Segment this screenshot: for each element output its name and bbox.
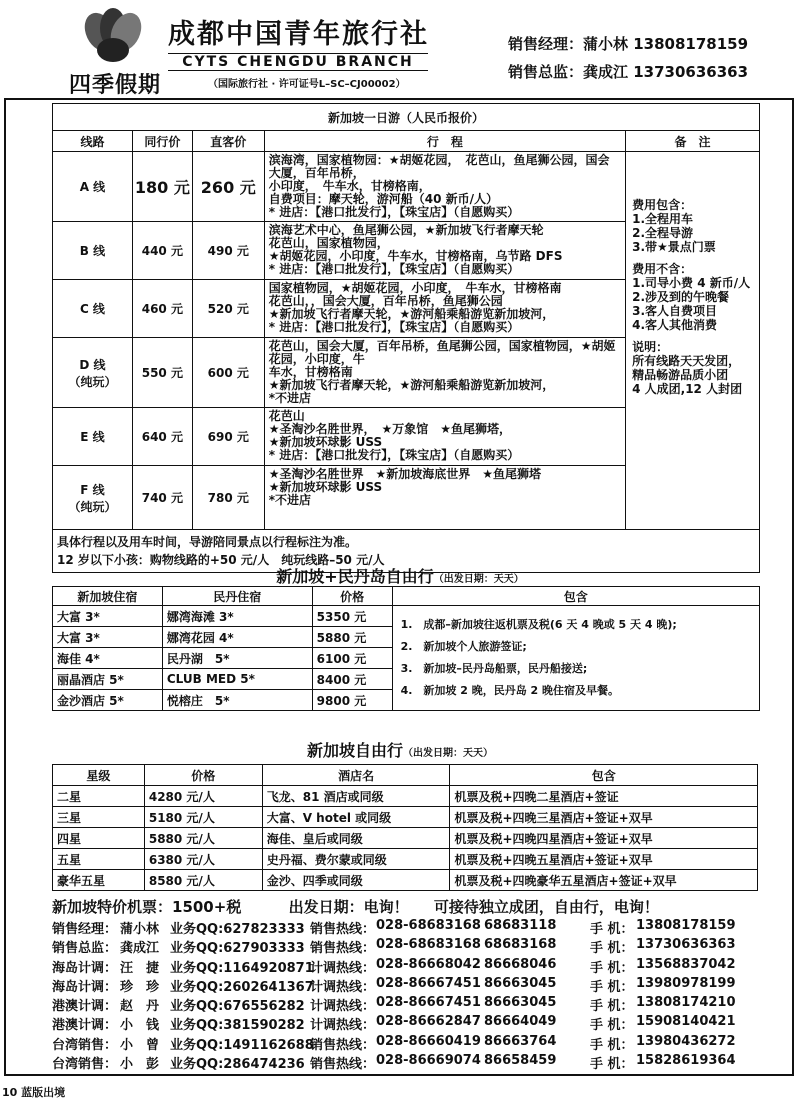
note-line xyxy=(632,332,753,340)
hotline-tel2: 86664049 xyxy=(484,1014,557,1030)
day-tour-table xyxy=(52,103,760,573)
special-group: 可接待独立成团，自由行，电询！ xyxy=(433,898,659,916)
contact-role: 港澳计调： xyxy=(52,999,118,1015)
sg-free-row xyxy=(53,870,758,891)
day-tour-header-row xyxy=(53,131,760,152)
itinerary-line: 车水，甘榜格南 xyxy=(268,365,353,379)
col-sg-hotel: 新加坡住宿 xyxy=(53,587,163,606)
contact-name: 小 钱 xyxy=(120,1018,160,1034)
hotline-label: 计调热线： xyxy=(310,979,376,995)
contact-row xyxy=(52,1053,762,1072)
col-itinerary: 行 程 xyxy=(264,131,625,152)
contact-qq: 业务QQ:1164920871 xyxy=(170,960,314,976)
bintan-hotel: 民丹湖 5* xyxy=(162,648,312,669)
itinerary-line: ★圣淘沙名胜世界 ★新加坡海底世界 ★鱼尾狮塔 xyxy=(268,467,542,481)
star-level: 五星 xyxy=(53,849,145,870)
route-label: C 线 xyxy=(79,302,105,316)
contact-role: 台湾销售： xyxy=(52,1037,118,1053)
contact-name: 龚成江 xyxy=(120,941,160,957)
note-line: 说明： xyxy=(632,340,669,354)
mobile-number: 13730636363 xyxy=(636,937,736,953)
contact-role: 海岛计调： xyxy=(52,960,118,976)
day-tour-title: 新加坡一日游（人民币报价） xyxy=(53,104,760,131)
hotline-tel: 028-86667451 xyxy=(376,975,481,991)
col-includes: 包含 xyxy=(450,765,758,786)
contact-name: 汪 捷 xyxy=(120,960,160,976)
hotline-label: 销售热线： xyxy=(310,1057,376,1073)
itinerary-line: *不进店 xyxy=(268,493,312,507)
note-line: 2.全程导游 xyxy=(632,226,694,240)
mobile-label: 手 机： xyxy=(590,1037,634,1053)
col-star: 星级 xyxy=(53,765,145,786)
direct-price: 600 元 xyxy=(192,338,264,408)
peer-price: 460 元 xyxy=(132,280,192,338)
itinerary-line: 小印度， 牛车水，甘榜格南， xyxy=(268,179,431,193)
itinerary-line: ★新加坡飞行者摩天轮，★游河船乘船游览新加坡河， xyxy=(268,378,555,392)
itinerary-line: ★新加坡环球影 USS xyxy=(268,480,383,494)
itinerary xyxy=(264,338,625,408)
route-name xyxy=(53,338,133,408)
star-level: 三星 xyxy=(53,807,145,828)
route-name xyxy=(53,280,133,338)
col-peer-price: 同行价 xyxy=(132,131,192,152)
contact-row xyxy=(52,957,762,976)
sales-contacts-header xyxy=(508,30,748,86)
col-includes: 包含 xyxy=(392,587,759,606)
package-includes: 机票及税+四晚四星酒店+签证+双早 xyxy=(450,828,758,849)
package-includes: 机票及税+四晚三星酒店+签证+双早 xyxy=(450,807,758,828)
hotline-tel: 028-86667451 xyxy=(376,995,481,1011)
peer-price: 640 元 xyxy=(132,408,192,466)
hotline-tel2: 86663045 xyxy=(484,975,557,991)
mobile-number: 13980978199 xyxy=(636,975,736,991)
mobile-number: 15908140421 xyxy=(636,1014,736,1030)
contact-list xyxy=(52,918,762,1072)
hotline-label: 销售热线： xyxy=(310,1037,376,1053)
route-sub: （纯玩） xyxy=(68,374,117,389)
mobile-number: 13808174210 xyxy=(636,995,736,1011)
bintan-hotel: 娜湾花园 4* xyxy=(162,627,312,648)
sg-hotel: 金沙酒店 5* xyxy=(53,690,163,711)
mobile-number: 13980436272 xyxy=(636,1033,736,1049)
hotel-name: 大富、V hotel 或同级 xyxy=(262,807,450,828)
org-name-cn: 成都中国青年旅行社 xyxy=(168,19,429,50)
contact-name: 小 彭 xyxy=(120,1057,160,1073)
bintan-departure: （出发日期：天天） xyxy=(433,574,524,585)
note-line: 所有线路天天发团， xyxy=(632,354,741,368)
itinerary xyxy=(264,222,625,280)
include-line: 4. 新加坡 2 晚，民丹岛 2 晚住宿及早餐。 xyxy=(400,684,620,697)
direct-price: 490 元 xyxy=(192,222,264,280)
route-label: A 线 xyxy=(79,180,106,194)
contact-qq: 业务QQ:627823333 xyxy=(170,922,305,937)
contact-qq: 业务QQ:2602641367 xyxy=(170,979,314,995)
hotline-label: 计调热线： xyxy=(310,1018,376,1034)
price: 8580 元/人 xyxy=(144,870,262,891)
contact-name: 蒲小林 xyxy=(120,922,160,937)
col-price: 价格 xyxy=(144,765,262,786)
special-offer xyxy=(52,896,659,917)
direct-price: 780 元 xyxy=(192,466,264,530)
bintan-title: 新加坡+民丹岛自由行（出发日期：天天） xyxy=(276,567,524,586)
contact-name: 赵 丹 xyxy=(120,999,160,1015)
itinerary-line: ★新加坡环球影 USS xyxy=(268,435,383,449)
hotline-tel: 028-86660419 xyxy=(376,1033,481,1049)
hotel-name: 飞龙、81 酒店或同级 xyxy=(262,786,450,807)
star-level: 二星 xyxy=(53,786,145,807)
route-name xyxy=(53,408,133,466)
hotline-tel2: 86663045 xyxy=(484,995,557,1011)
notes-cell xyxy=(626,152,760,530)
package-price: 5880 元 xyxy=(312,627,392,648)
sales-manager: 销售经理：蒲小林 13808178159 xyxy=(508,35,749,53)
note-line: 2.涉及到的午晚餐 xyxy=(632,290,730,304)
hotline-tel: 028-68683168 xyxy=(376,937,481,953)
route-label: B 线 xyxy=(79,244,106,258)
sg-free-title: 新加坡自由行（出发日期：天天） xyxy=(306,741,493,760)
mobile-label: 手 机： xyxy=(590,960,634,976)
contact-role: 台湾销售： xyxy=(52,1057,118,1073)
contact-name: 小 曾 xyxy=(120,1037,160,1053)
route-sub: （纯玩） xyxy=(68,499,117,514)
tour-row xyxy=(53,152,760,222)
col-price: 价格 xyxy=(312,587,392,606)
itinerary-line: 滨海湾，国家植物园：★胡姬花园， 花芭山，鱼尾狮公园，国会大厦，百年吊桥， xyxy=(268,153,610,180)
itinerary xyxy=(264,408,625,466)
itinerary-line: 自费项目：摩天轮，游河船（40 新币/人） xyxy=(268,192,499,206)
hotel-name: 海佳、皇后或同级 xyxy=(262,828,450,849)
itinerary xyxy=(264,466,625,530)
contact-row xyxy=(52,995,762,1014)
bintan-row xyxy=(53,606,760,627)
contact-role: 海岛计调： xyxy=(52,979,118,995)
col-direct-price: 直客价 xyxy=(192,131,264,152)
include-line: 3. 新加坡–民丹岛船票，民丹船接送; xyxy=(400,662,588,675)
package-price: 5350 元 xyxy=(312,606,392,627)
note-line: 精品畅游品质小团 xyxy=(632,368,729,382)
hotline-tel: 028-86669074 xyxy=(376,1053,481,1069)
itinerary-line: 滨海艺术中心，鱼尾狮公园，★新加坡飞行者摩天轮 xyxy=(268,223,544,237)
note-line: 3.带★景点门票 xyxy=(632,240,716,254)
sg-hotel: 丽晶酒店 5* xyxy=(53,669,163,690)
price: 5180 元/人 xyxy=(144,807,262,828)
sg-hotel: 大富 3* xyxy=(53,606,163,627)
note-line: 4.客人其他消费 xyxy=(632,318,718,332)
include-line: 1. 成都–新加坡往返机票及税(6 天 4 晚或 5 天 4 晚); xyxy=(400,618,677,631)
contact-qq: 业务QQ:381590282 xyxy=(170,1018,305,1034)
itinerary-line: 花芭山，国家植物园， xyxy=(268,236,389,250)
itinerary-line: 花芭山，，国会大厦，百年吊桥，鱼尾狮公园 xyxy=(268,294,503,308)
route-label: E 线 xyxy=(80,430,105,444)
hotline-label: 计调热线： xyxy=(310,960,376,976)
hotline-label: 销售热线： xyxy=(310,922,376,937)
bintan-hotel: 悦榕庄 5* xyxy=(162,690,312,711)
org-name-en: CYTS CHENGDU BRANCH xyxy=(168,53,428,71)
bintan-hotel: CLUB MED 5* xyxy=(162,669,312,690)
itinerary-line: ★圣淘沙名胜世界， ★万象馆 ★鱼尾狮塔， xyxy=(268,422,512,436)
star-level: 豪华五星 xyxy=(53,870,145,891)
license-number: （国际旅行社 · 许可证号L–SC–CJ00002） xyxy=(208,79,406,90)
organization xyxy=(168,12,468,90)
note-line: 3.客人自费项目 xyxy=(632,304,718,318)
note-line: 1.司导小费 4 新币/人 xyxy=(632,276,751,290)
sg-hotel: 海佳 4* xyxy=(53,648,163,669)
contact-row xyxy=(52,937,762,956)
hotline-tel: 028-68683168 xyxy=(376,918,481,933)
contact-role: 港澳计调： xyxy=(52,1018,118,1034)
contact-qq: 业务QQ:286474236 xyxy=(170,1057,305,1073)
contact-name: 珍 珍 xyxy=(120,979,160,995)
footer-line: 具体行程以及用车时间，导游陪同景点以行程标注为准。 xyxy=(57,535,358,549)
hotline-tel2: 86658459 xyxy=(484,1053,557,1069)
contact-row xyxy=(52,1034,762,1053)
hotline-label: 计调热线： xyxy=(310,999,376,1015)
hotel-name: 史丹福、费尔蒙或同级 xyxy=(262,849,450,870)
hotel-name: 金沙、四季或同级 xyxy=(262,870,450,891)
package-includes: 机票及税+四晚五星酒店+签证+双早 xyxy=(450,849,758,870)
bintan-table xyxy=(52,586,760,711)
itinerary-line: *不进店 xyxy=(268,391,312,405)
itinerary xyxy=(264,280,625,338)
mobile-number: 13808178159 xyxy=(636,918,736,933)
special-depart: 出发日期：电询！ xyxy=(288,898,409,916)
contact-role: 销售经理： xyxy=(52,922,118,937)
itinerary-line: * 进店：【港口批发行】，【珠宝店】（自愿购买） xyxy=(268,320,520,334)
direct-price: 260 元 xyxy=(192,152,264,222)
sales-director: 销售总监：龚成江 13730636363 xyxy=(508,63,749,81)
package-includes: 机票及税+四晚豪华五星酒店+签证+双早 xyxy=(450,870,758,891)
hotline-tel2: 86668046 xyxy=(484,956,557,972)
include-line: 2. 新加坡个人旅游签证; xyxy=(400,640,527,653)
mobile-label: 手 机： xyxy=(590,979,634,995)
note-line: 1.全程用车 xyxy=(632,212,694,226)
sg-free-departure: （出发日期：天天） xyxy=(403,748,493,759)
mobile-label: 手 机： xyxy=(590,922,634,937)
mobile-label: 手 机： xyxy=(590,999,634,1015)
peer-price: 550 元 xyxy=(132,338,192,408)
contact-row xyxy=(52,918,762,937)
peer-price: 180 元 xyxy=(132,152,192,222)
itinerary xyxy=(264,152,625,222)
mobile-number: 13568837042 xyxy=(636,956,736,972)
mobile-label: 手 机： xyxy=(590,941,634,957)
note-line: 费用不含： xyxy=(632,262,693,276)
direct-price: 690 元 xyxy=(192,408,264,466)
hotline-tel2: 68683118 xyxy=(484,918,557,933)
mobile-label: 手 机： xyxy=(590,1057,634,1073)
hotline-label: 销售热线： xyxy=(310,941,376,957)
sg-free-header-row xyxy=(53,765,758,786)
sg-hotel: 大富 3* xyxy=(53,627,163,648)
flower-logo-icon xyxy=(78,8,148,70)
route-label: D 线 xyxy=(79,357,106,372)
mobile-label: 手 机： xyxy=(590,1018,634,1034)
route-name xyxy=(53,466,133,530)
contact-row xyxy=(52,1014,762,1033)
brand-logo xyxy=(60,8,170,98)
page-header xyxy=(0,0,800,98)
col-bintan-hotel: 民丹住宿 xyxy=(162,587,312,606)
package-price: 6100 元 xyxy=(312,648,392,669)
logo-text: 四季假期 xyxy=(68,73,161,98)
col-route: 线路 xyxy=(53,131,133,152)
hotline-tel: 028-86662847 xyxy=(376,1014,481,1030)
hotline-tel: 028-86668042 xyxy=(376,956,481,972)
peer-price: 740 元 xyxy=(132,466,192,530)
itinerary-line: * 进店：【港口批发行】，【珠宝店】（自愿购买） xyxy=(268,262,520,276)
peer-price: 440 元 xyxy=(132,222,192,280)
price: 5880 元/人 xyxy=(144,828,262,849)
contact-qq: 业务QQ:1491162688 xyxy=(170,1037,314,1053)
note-line: 费用包含： xyxy=(632,198,693,212)
contact-qq: 业务QQ:627903333 xyxy=(170,941,305,957)
special-ticket: 新加坡特价机票：1500+税 xyxy=(52,898,242,916)
route-name xyxy=(53,152,133,222)
sg-free-row xyxy=(53,849,758,870)
route-label: F 线 xyxy=(80,482,105,497)
hotline-tel2: 68683168 xyxy=(484,937,557,953)
includes-cell xyxy=(392,606,759,711)
itinerary-line: 花芭山，国会大厦，百年吊桥，鱼尾狮公园，国家植物园，★胡姬花园，小印度，牛 xyxy=(268,339,616,366)
itinerary-line: 花芭山 xyxy=(268,409,305,423)
itinerary-line: * 进店：【港口批发行】，【珠宝店】（自愿购买） xyxy=(268,205,520,219)
package-price: 8400 元 xyxy=(312,669,392,690)
itinerary-line: 国家植物园，★胡姬花园，小印度， 牛车水，甘榜格南 xyxy=(268,281,562,295)
col-hotel: 酒店名 xyxy=(262,765,450,786)
star-level: 四星 xyxy=(53,828,145,849)
contact-row xyxy=(52,976,762,995)
package-price: 9800 元 xyxy=(312,690,392,711)
bintan-header-row xyxy=(53,587,760,606)
col-notes: 备 注 xyxy=(626,131,760,152)
note-line xyxy=(632,254,753,262)
price: 4280 元/人 xyxy=(144,786,262,807)
contact-qq: 业务QQ:676556282 xyxy=(170,999,305,1015)
direct-price: 520 元 xyxy=(192,280,264,338)
page-footer: 10 蓝版出境 xyxy=(2,1086,66,1099)
note-line: 4 人成团,12 人封团 xyxy=(632,382,743,396)
bintan-hotel: 娜湾海滩 3* xyxy=(162,606,312,627)
itinerary-line: ★胡姬花园，小印度，牛车水，甘榜格南，乌节路 DFS xyxy=(268,249,563,263)
sg-free-row xyxy=(53,828,758,849)
sg-free-table xyxy=(52,764,758,891)
mobile-number: 15828619364 xyxy=(636,1053,736,1069)
hotline-tel2: 86663764 xyxy=(484,1033,557,1049)
itinerary-line: * 进店：【港口批发行】，【珠宝店】（自愿购买） xyxy=(268,448,520,462)
footer-line: 12 岁以下小孩：购物线路的+50 元/人 纯玩线路–50 元/人 xyxy=(57,553,385,567)
route-name xyxy=(53,222,133,280)
contact-role: 销售总监： xyxy=(52,941,118,957)
sg-free-row xyxy=(53,786,758,807)
sg-free-row xyxy=(53,807,758,828)
itinerary-line: ★新加坡飞行者摩天轮，★游河船乘船游览新加坡河， xyxy=(268,307,555,321)
price: 6380 元/人 xyxy=(144,849,262,870)
package-includes: 机票及税+四晚二星酒店+签证 xyxy=(450,786,758,807)
